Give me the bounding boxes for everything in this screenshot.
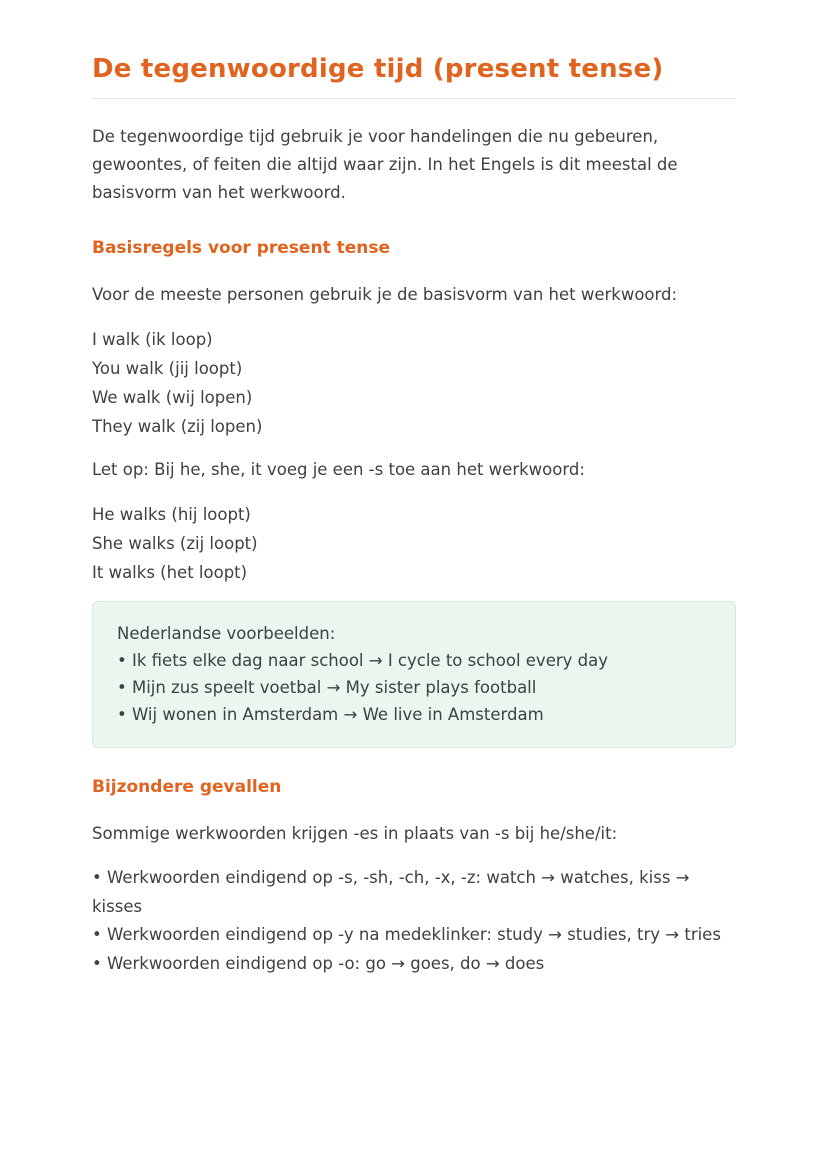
bijzondere-lead: Sommige werkwoorden krijgen -es in plaats van -s bij he/she/it:: [92, 824, 618, 843]
example-line: I walk (ik loop): [92, 330, 213, 349]
example-line: They walk (zij lopen): [92, 417, 263, 436]
special-case-item: • Werkwoorden eindigend op -s, -sh, -ch, -x, -z: watch → watches, kiss → kisses: [92, 868, 690, 916]
section-heading-bijzondere-gevallen: Bijzondere gevallen: [92, 777, 282, 797]
page-title: De tegenwoordige tijd (present tense): [92, 54, 664, 84]
example-line: It walks (het loopt): [92, 563, 248, 582]
basisregels-lead: Voor de meeste personen gebruik je de basisvorm van het werkwoord:: [92, 285, 678, 304]
example-line: She walks (zij loopt): [92, 534, 258, 553]
intro-paragraph: De tegenwoordige tijd gebruik je voor handelingen die nu gebeuren, gewoontes, of feiten die altijd waar zijn. In het Engels is dit meestal de basisvorm van het werkwoord.: [92, 127, 678, 202]
section-heading-basisregels: Basisregels voor present tense: [92, 238, 390, 258]
special-case-item: • Werkwoorden eindigend op -y na medeklinker: study → studies, try → tries: [92, 925, 721, 944]
special-cases-list: [92, 864, 736, 978]
dutch-examples-box: [92, 601, 736, 748]
example-line: You walk (jij loopt): [92, 359, 243, 378]
special-case-item: • Werkwoorden eindigend op -o: go → goes, do → does: [92, 953, 545, 973]
s-rule-note: Let op: Bij he, she, it voeg je een -s toe aan het werkwoord:: [92, 460, 585, 479]
examples-box-item: • Mijn zus speelt voetbal → My sister plays football: [117, 678, 537, 697]
examples-box-item: • Ik fiets elke dag naar school → I cycle to school every day: [117, 651, 608, 670]
examples-box-title: Nederlandse voorbeelden:: [117, 624, 336, 643]
example-line: He walks (hij loopt): [92, 505, 251, 524]
title-divider: [92, 98, 736, 99]
example-line: We walk (wij lopen): [92, 388, 253, 407]
base-form-examples: [92, 325, 736, 441]
s-form-examples: [92, 500, 736, 587]
examples-box-item: • Wij wonen in Amsterdam → We live in Amsterdam: [117, 705, 544, 724]
